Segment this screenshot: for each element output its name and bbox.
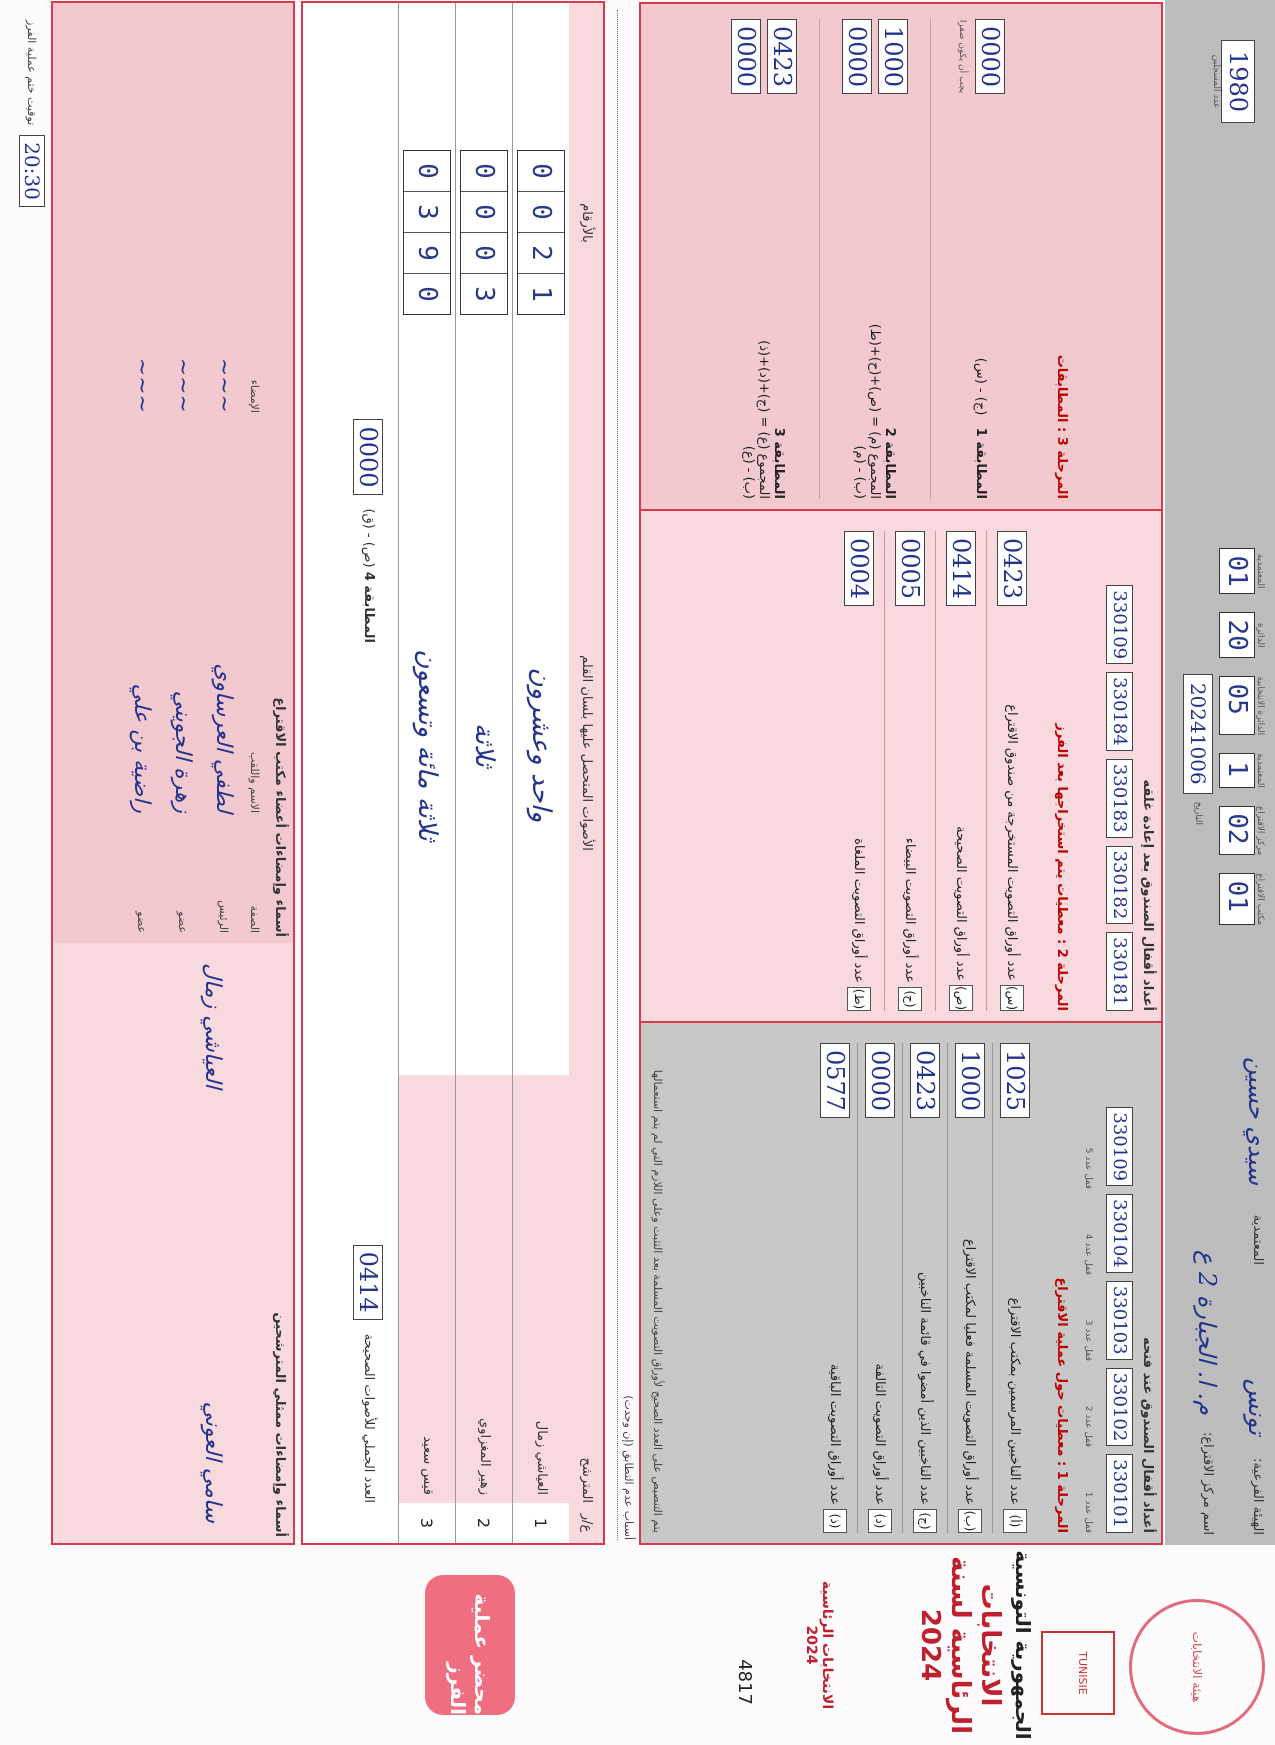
match-1	[930, 19, 1031, 499]
delegation-value: تونس	[1243, 1378, 1271, 1435]
candidate-number: 2	[474, 1517, 494, 1529]
row-code: (ص)	[949, 985, 973, 1011]
row-value: 0004	[844, 531, 874, 606]
stamp	[1129, 1599, 1265, 1735]
phase2-panel	[639, 509, 1163, 1023]
phase1-remark: يتم التنصيص على العدد الصحيح لأوراق التصويت المسلمة بعد التثبت وعلى اللازم التي لم يتم استعمالها	[651, 1069, 664, 1533]
member-row	[121, 3, 162, 943]
id-label-5: الدائرة	[1255, 622, 1265, 648]
candidate-votes-digits	[517, 150, 565, 315]
lock-caption-5: قفل عدد 5	[1083, 1147, 1093, 1189]
id-value-6: 01	[1222, 555, 1252, 587]
match-4	[353, 419, 383, 643]
reps-title: أسماء وإمضاءات ممثلي المترشحين	[272, 1312, 287, 1537]
member-role: عضو	[134, 911, 148, 933]
id-value-3: 1	[1222, 761, 1252, 777]
digit: 9	[404, 233, 450, 274]
row-value: 0005	[895, 531, 925, 606]
member-signature: ~~~	[128, 357, 154, 413]
center-value: م. ا. الجبارة 2 ع	[1193, 1249, 1221, 1415]
match4-value: 0000	[353, 419, 383, 494]
digit: 3	[404, 192, 450, 233]
closing-time-value: 20:30	[19, 135, 45, 207]
id-label-2: مركز الاقتراع	[1255, 805, 1265, 856]
moatamadia-label: المعتمدية	[1250, 1214, 1265, 1265]
candidate-row	[455, 3, 512, 1543]
phase1-lock-4: 330104	[1106, 1194, 1133, 1273]
id-value-5: 20	[1222, 619, 1252, 651]
member-name: لطفي العرساوي	[210, 663, 236, 813]
phase3-rows	[709, 19, 1031, 499]
total-valid-votes	[353, 1245, 383, 1503]
phase2-row-4	[834, 531, 884, 1011]
reps-block	[53, 943, 293, 1543]
match4-formula: (ص) - (ق)	[361, 508, 377, 568]
row-code: (س)	[1000, 985, 1024, 1011]
phase1-lock-2: 330102	[1106, 1368, 1133, 1447]
members-block	[53, 3, 293, 943]
phase3-panel	[639, 2, 1163, 511]
phase2-lock-4: 330184	[1106, 672, 1133, 751]
match-caption: يجب أن يكون صفرا	[957, 19, 968, 94]
id-value-4: 05	[1222, 683, 1252, 715]
date-label: التاريخ	[1193, 801, 1203, 825]
digit: 0	[461, 192, 507, 233]
member-role: عضو	[175, 911, 189, 933]
digit: 1	[526, 286, 556, 302]
match-note: (ب) - (م)	[852, 445, 868, 499]
candidate-number: 1	[531, 1517, 551, 1529]
phase2-row-3	[884, 531, 935, 1011]
election-logo	[803, 1565, 835, 1725]
match-value2: 0000	[731, 19, 761, 94]
phase1-lock-captions	[1083, 1111, 1093, 1533]
row-value: 0414	[946, 531, 976, 606]
closing-time-label: توقيت ختم عملية الفرز	[25, 20, 39, 126]
digit: 3	[469, 286, 499, 302]
registered-count	[1211, 40, 1255, 123]
id-value-2: 02	[1222, 813, 1252, 845]
phase1-lock-1: 330101	[1106, 1454, 1133, 1533]
closing-time	[19, 20, 45, 207]
candidates-panel	[301, 1, 605, 1545]
candidate-votes-words: واحد وعشرون	[526, 667, 556, 823]
phase1-row-e	[813, 1043, 857, 1533]
phase1-lock-5: 330109	[1106, 1107, 1133, 1186]
phase2-locks	[1106, 585, 1133, 1011]
row-code: (ذ)	[823, 1509, 847, 1533]
form-title-badge	[425, 1575, 515, 1715]
candidate-votes-digits	[460, 150, 508, 315]
candidate-votes-words: ثلاثة مائة وتسعون	[412, 649, 442, 841]
row-label: عدد أوراق التصويت الملغاة	[851, 838, 866, 983]
match-formula: المجموع (ع) = (ج)+(د)+(ذ)	[756, 340, 772, 499]
row-label: عدد أوراق التصويت التالفة	[872, 1363, 887, 1505]
row-label: عدد أوراق التصويت البيضاء	[902, 837, 917, 983]
digit: 0	[461, 233, 507, 274]
member-name: راضية بن علي	[128, 683, 154, 813]
row-value: 0423	[997, 531, 1027, 606]
candidate-row	[398, 3, 455, 1543]
sign-head: الإمضاء	[247, 379, 261, 413]
phase1-row-a	[992, 1043, 1037, 1533]
row-value: 1025	[1000, 1043, 1030, 1118]
delegation-label: الهيئة الفرعية:	[1250, 1458, 1265, 1535]
moatamadia-value: سيدي حسين	[1243, 1056, 1271, 1185]
row-code: (ب)	[958, 1509, 982, 1533]
name-head: الاسم واللقب	[247, 751, 261, 813]
registered-count-label: عدد المسجلين	[1211, 54, 1221, 109]
match-2	[819, 19, 930, 499]
registered-count-value: 1980	[1221, 40, 1255, 123]
row-code: (ح)	[898, 987, 922, 1011]
member-name: زهرة الجويني	[169, 690, 195, 813]
phase1-title: المرحلة 1 : معطيات حول عملية الاقتراع	[1054, 1277, 1069, 1533]
candidate-votes-digits	[403, 150, 451, 315]
lock-caption-4: قفل عدد 4	[1083, 1233, 1093, 1275]
phase2-lock-label: أعداد أقفال الصندوق بعد إعادة غلقه	[1140, 779, 1155, 1011]
candidate-name: قيس سعيد	[399, 1075, 455, 1503]
id-label-6: المعتمدية	[1255, 553, 1265, 589]
row-code: (د)	[868, 1509, 892, 1533]
total-label: العدد الجملي للأصوات الصحيحة	[361, 1333, 377, 1503]
form-title: محضر عملية الفرز	[446, 1593, 494, 1715]
match-note: (ب) - (ع)	[741, 445, 757, 499]
center-label: اسم مركز الاقتراع:	[1200, 1431, 1215, 1535]
lock-caption-1: قفل عدد 1	[1083, 1491, 1093, 1533]
phase3-title: المرحلة 3 : المطابقات	[1054, 354, 1069, 499]
candidate-name: العياشي زمال	[513, 1075, 569, 1503]
id-label-1: مكتب الاقتراع	[1255, 873, 1265, 925]
phase1-locks	[1106, 1107, 1133, 1533]
identity-band	[1165, 0, 1275, 1545]
row-code: (ط)	[847, 987, 871, 1011]
member-signature: ~~~	[210, 357, 236, 413]
phase1-panel	[639, 1021, 1163, 1545]
date-value: 20241006	[1183, 674, 1213, 794]
candidate-row	[512, 3, 569, 1543]
row-label: عدد أوراق التصويت الصحيحة	[953, 826, 968, 982]
form-number: 4817	[734, 1659, 755, 1705]
total-value: 0414	[353, 1245, 383, 1320]
rep-candidate: العياشي زمال	[199, 963, 225, 1089]
row-value: 0577	[820, 1043, 850, 1118]
phase2-lock-1: 330181	[1106, 932, 1133, 1011]
rep-name: سامي العوني	[199, 1401, 225, 1523]
signatures-panel	[51, 1, 295, 1545]
id-label-4: الدائرة الانتخابية	[1255, 676, 1265, 736]
member-row	[162, 3, 203, 943]
row-value: 0423	[910, 1043, 940, 1118]
candidate-number: 3	[417, 1517, 437, 1529]
row-label: عدد أوراق التصويت المسلمة فعليا لمكتب الاقتراع	[962, 1238, 977, 1505]
phase1-row-d	[857, 1043, 902, 1533]
match-value: 0000	[976, 19, 1006, 94]
match-value2: 0000	[842, 19, 872, 94]
match-formula: المجموع (م) = (ص)+(ح)+(ط)	[867, 323, 883, 499]
row-label: عدد الناخبين المرسمين بمكتب الاقتراع	[1007, 1297, 1022, 1505]
phase1-row-c	[902, 1043, 947, 1533]
col-name-head: المترشح	[579, 1457, 595, 1503]
header-column	[0, 1545, 1275, 1745]
election-logo-text: الانتخابات الرئاسية 2024	[803, 1580, 835, 1710]
phase2-lock-5: 330109	[1106, 585, 1133, 664]
row-code: (أ)	[1003, 1509, 1027, 1533]
id-value-1: 01	[1222, 880, 1252, 912]
id-label-3: المعتمدية	[1255, 753, 1265, 788]
mismatch-reasons	[617, 10, 635, 1540]
match-code: المطابقة 2	[882, 427, 898, 499]
col-digits-head: بالأرقام	[579, 203, 595, 243]
row-code: (ج)	[913, 1509, 937, 1533]
digit: 0	[412, 286, 442, 302]
match-3	[709, 19, 819, 499]
member-signature: ~~~	[169, 357, 195, 413]
phase1-rows	[813, 1043, 1037, 1533]
candidate-name: زهير المغزاوي	[456, 1075, 512, 1503]
republic-title: الجمهورية التونسية	[1011, 1550, 1035, 1740]
members-title: أسماء وإمضاءات أعضاء مكتب الاقتراع	[272, 697, 287, 937]
isie-logo	[1041, 1631, 1115, 1715]
candidates-header: ع/ر المترشح الأصوات المتحصل عليها بلسان القلم بالأرقام	[569, 3, 603, 1543]
office-id-row	[1219, 548, 1265, 925]
row-value: 1000	[955, 1043, 985, 1118]
candidate-rows	[398, 3, 569, 1543]
phase1-lock-3: 330103	[1106, 1281, 1133, 1360]
digit: 0	[461, 151, 507, 192]
row-label: عدد أوراق التصويت الباقية	[827, 1363, 842, 1505]
phase2-lock-3: 330183	[1106, 759, 1133, 838]
phase2-rows	[834, 531, 1037, 1011]
match-formula: (ج) - (س)	[973, 357, 989, 416]
digit: 0	[404, 151, 450, 192]
isie-logo-text: TUNISIE	[1076, 1651, 1089, 1695]
phase2-lock-2: 330182	[1106, 846, 1133, 925]
digit: 0	[518, 151, 564, 192]
match4-label: المطابقة 4	[361, 571, 377, 643]
row-value: 0000	[865, 1043, 895, 1118]
match-code: المطابقة 3	[771, 427, 787, 499]
col-words-head: الأصوات المتحصل عليها بلسان القلم	[579, 655, 595, 851]
mismatch-label: أسباب عدم التطابق (إن وجدت)	[622, 1395, 635, 1540]
match-value: 0423	[767, 19, 797, 94]
role-head: الصفة	[247, 905, 261, 933]
phase2-row-1	[986, 531, 1037, 1011]
date-field	[1183, 674, 1213, 825]
row-label: عدد أوراق التصويت المستخرجة من صندوق الاقتراع	[1004, 704, 1019, 981]
digit: 0	[518, 192, 564, 233]
match-value: 1000	[878, 19, 908, 94]
member-row	[203, 3, 244, 943]
lock-caption-2: قفل عدد 2	[1083, 1405, 1093, 1447]
phase2-row-2	[935, 531, 986, 1011]
match-code: المطابقة 1	[973, 427, 989, 499]
phase2-title: المرحلة 2 : معطيات يتم استخراجها بعد الفرز	[1054, 723, 1069, 1011]
phase1-row-b	[947, 1043, 992, 1533]
main-title: الانتخابات الرئاسية لسنة 2024	[915, 1556, 1005, 1734]
lock-caption-3: قفل عدد 3	[1083, 1319, 1093, 1361]
candidate-votes-words: ثلاثة	[469, 723, 499, 767]
stamp-text: هيئة الانتخابات	[1190, 1631, 1204, 1703]
row-label: عدد الناخبين الذين أمضوا في قائمة الناخبين	[917, 1271, 932, 1505]
phase1-lock-label: أعداد أقفال الصندوق عند فتحه	[1140, 1337, 1155, 1533]
member-role: الرئيس	[216, 900, 230, 933]
digit: 2	[518, 233, 564, 274]
